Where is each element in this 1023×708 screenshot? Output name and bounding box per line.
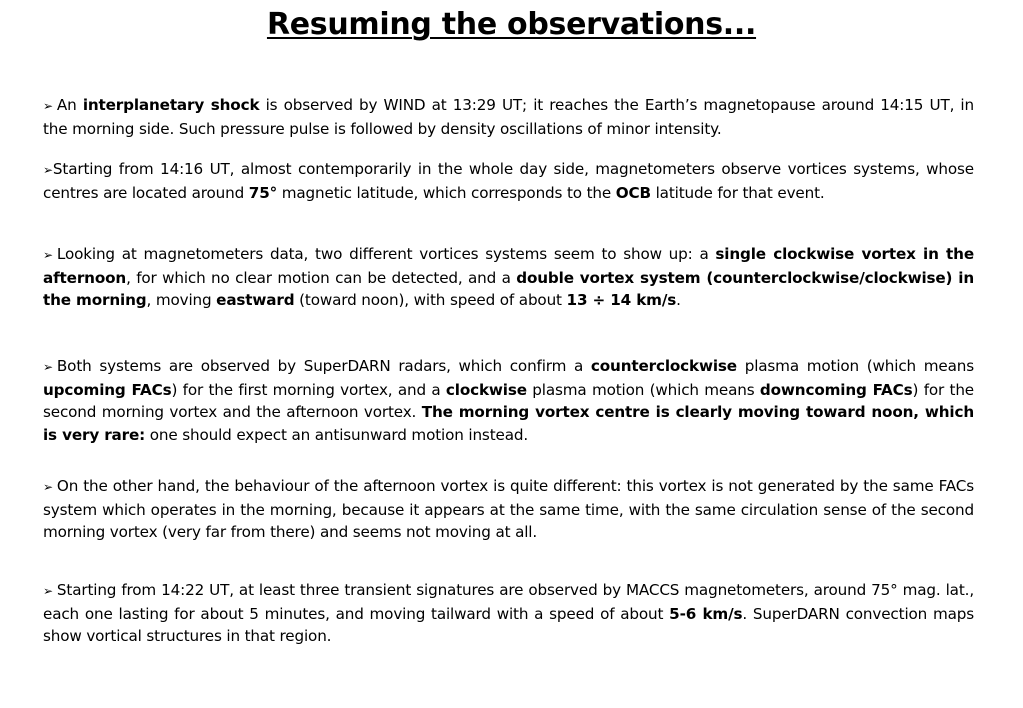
emphasis-text: 5-6 km/s: [669, 604, 743, 623]
arrow-bullet-icon: ➢: [43, 163, 53, 177]
bullet-paragraph-interplanetary-shock: [43, 94, 974, 140]
body-text: . SuperDARN convection maps show vortical structures in that region.: [43, 604, 975, 645]
emphasis-text: clockwise: [445, 380, 527, 399]
body-text: is observed by WIND at 13:29 UT; it reaches the Earth’s magnetopause around 14:15 UT, in the morning side. Such pressure pulse is followed by density oscillations of minor intensity.: [43, 96, 974, 138]
emphasis-text: OCB: [615, 183, 651, 202]
bullet-paragraph-afternoon-vortex: [43, 475, 974, 544]
emphasis-text: upcoming FACs: [43, 380, 172, 399]
body-text: .: [676, 291, 681, 309]
body-text: plasma motion (which means: [526, 380, 760, 399]
arrow-bullet-icon: ➢: [43, 360, 53, 374]
emphasis-text: eastward: [216, 291, 295, 309]
emphasis-text: 75°: [248, 183, 278, 202]
body-text: , for which no clear motion can be detected, and a: [126, 268, 517, 287]
body-text: one should expect an antisunward motion instead.: [145, 425, 529, 444]
bullet-paragraph-magnetometers-data: [43, 243, 974, 312]
emphasis-text: downcoming FACs: [759, 380, 913, 399]
bullet-paragraph-vortices-start: [43, 158, 974, 204]
arrow-bullet-icon: ➢: [43, 584, 53, 598]
emphasis-text: The morning vortex centre is clearly moving toward noon, which is very rare:: [43, 403, 975, 444]
bullet-paragraph-superdarn-radars: [43, 355, 974, 446]
body-text: ) for the first morning vortex, and a: [171, 380, 446, 399]
body-text: On the other hand, the behaviour of the afternoon vortex is quite different: this vortex is not generated by the same FACs system which operates in the morning, because it appears at the same time, with the same circulation sense of the second morning vortex (very far from there) and seems not moving at all.: [43, 477, 974, 541]
body-text: , moving: [146, 291, 217, 309]
slide-title: Resuming the observations...: [266, 7, 757, 42]
arrow-bullet-icon: ➢: [43, 248, 53, 262]
emphasis-text: double vortex system (counterclockwise/clockwise) in the morning: [43, 268, 974, 309]
body-text: Looking at magnetometers data, two different vortices systems seem to show up: a: [56, 245, 716, 263]
emphasis-text: interplanetary shock: [82, 96, 260, 114]
body-text: Both systems are observed by SuperDARN radars, which confirm a: [56, 357, 591, 375]
body-text: Starting from 14:22 UT, at least three transient signatures are observed by MACCS magnetometers, around 75° mag. lat., each one lasting for about 5 minutes, and moving tailward with a speed of about: [43, 581, 974, 623]
bullet-paragraph-transient-signatures: [43, 579, 974, 648]
body-text: ) for the second morning vortex and the afternoon vortex.: [43, 380, 975, 421]
arrow-bullet-icon: ➢: [43, 480, 53, 494]
body-text: latitude for that event.: [650, 183, 825, 202]
emphasis-text: single clockwise vortex in the afternoon: [43, 245, 974, 287]
emphasis-text: 13 ÷ 14 km/s: [566, 291, 677, 309]
body-text: plasma motion (which means: [736, 357, 974, 375]
body-text: (toward noon), with speed of about: [294, 291, 567, 309]
arrow-bullet-icon: ➢: [43, 99, 53, 113]
body-text: Starting from 14:16 UT, almost contemporarily in the whole day side, magnetometers observe vortices systems, whose centres are located around: [43, 160, 974, 202]
body-text: An: [56, 96, 83, 114]
emphasis-text: counterclockwise: [590, 357, 737, 375]
body-text: magnetic latitude, which corresponds to the: [277, 183, 616, 202]
